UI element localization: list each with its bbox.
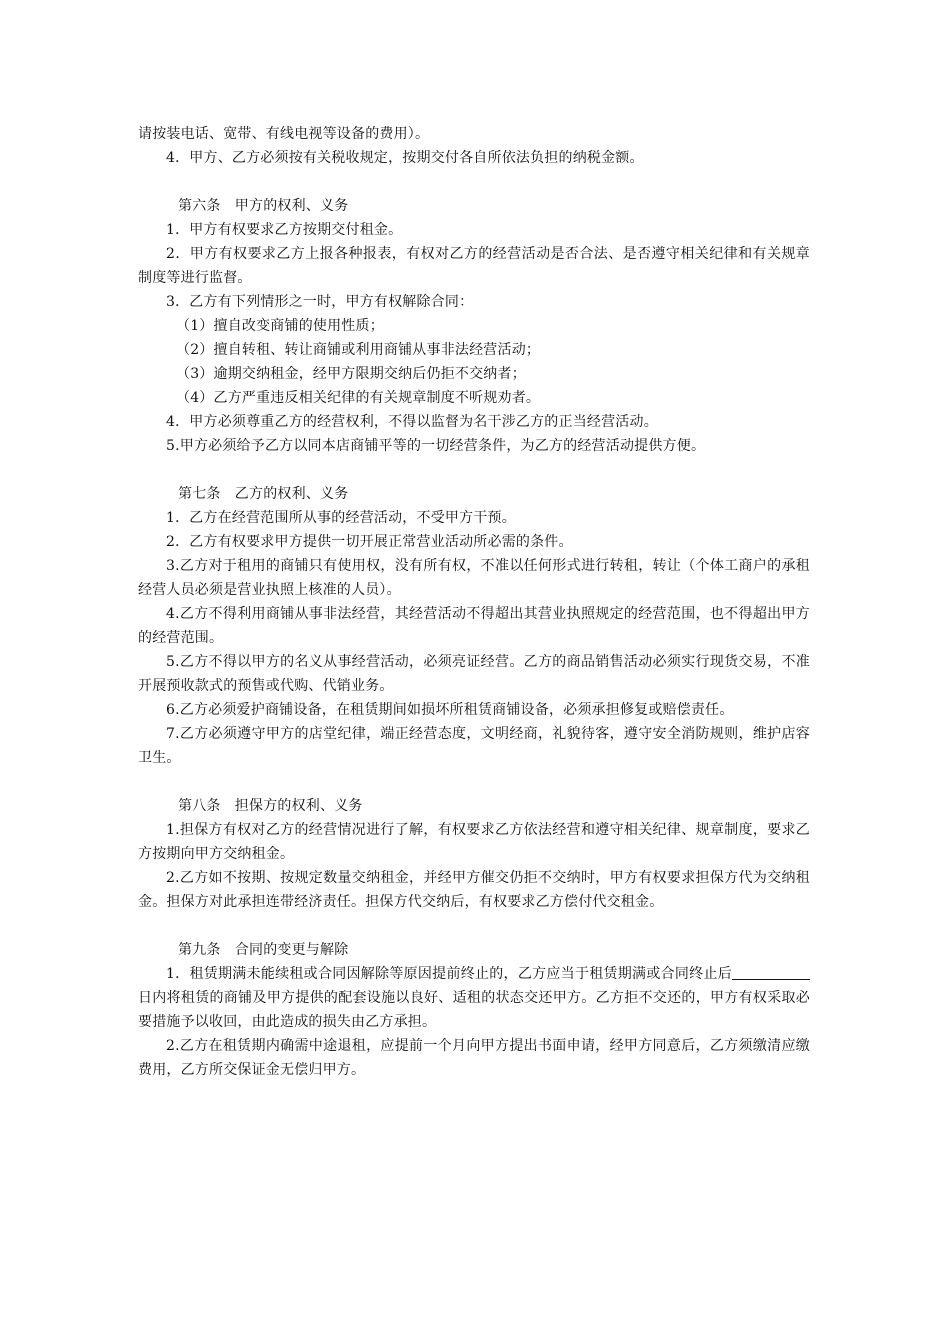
article-6-item-1: 1．甲方有权要求乙方按期交付租金。 (166, 222, 403, 238)
article-8-title: 第八条 担保方的权利、义务 (178, 798, 363, 814)
fill-in-blank-days (732, 965, 810, 980)
article-6-subitem-2: （2）擅自转租、转让商铺或利用商铺从事非法经营活动； (176, 342, 541, 358)
article-8-item-2: 2.乙方如不按期、按规定数量交纳租金，并经甲方催交仍拒不交纳时，甲方有权要求担保方代为交纳租金。担保方对此承担连带经济责任。担保方代交纳后，有权要求乙方偿付代交租金。 (138, 870, 810, 910)
article-8-item-1: 1.担保方有权对乙方的经营情况进行了解，有权要求乙方依法经营和遵守相关纪律、规章制度，要求乙方按期向甲方交纳租金。 (138, 822, 810, 862)
article-6-item-5: 5.甲方必须给予乙方以同本店商铺平等的一切经营条件，为乙方的经营活动提供方便。 (166, 438, 706, 454)
article-6-item-4: 4．甲方必须尊重乙方的经营权利，不得以监督为名干涉乙方的正当经营活动。 (166, 414, 658, 430)
paragraph-tax: 4．甲方、乙方必须按有关税收规定，按期交付各自所依法负担的纳税金额。 (166, 150, 644, 166)
article-7-title: 第七条 乙方的权利、义务 (178, 486, 349, 502)
article-6-subitem-1: （1）擅自改变商铺的使用性质； (176, 318, 384, 334)
article-7-item-1: 1．乙方在经营范围所从事的经营活动，不受甲方干预。 (166, 510, 516, 526)
article-6-item-2: 2．甲方有权要求乙方上报各种报表，有权对乙方的经营活动是否合法、是否遵守相关纪律和有关规章制度等进行监督。 (138, 246, 810, 286)
article-7-item-7: 7.乙方必须遵守甲方的店堂纪律，端正经营态度，文明经商，礼貌待客，遵守安全消防规则，维护店容卫生。 (138, 726, 810, 766)
article-9-title: 第九条 合同的变更与解除 (178, 942, 349, 958)
article-7-item-6: 6.乙方必须爱护商铺设备，在租赁期间如损坏所租赁商铺设备，必须承担修复或赔偿责任。 (166, 702, 734, 718)
contract-page (138, 122, 810, 1082)
article-9-item-2: 2.乙方在租赁期内确需中途退租，应提前一个月向甲方提出书面申请，经甲方同意后，乙方须缴清应缴费用，乙方所交保证金无偿归甲方。 (138, 1038, 810, 1078)
article-6-item-3: 3．乙方有下列情形之一时，甲方有权解除合同： (166, 294, 474, 310)
article-7-item-5: 5.乙方不得以甲方的名义从事经营活动，必须亮证经营。乙方的商品销售活动必须实行现货交易，不准开展预收款式的预售或代购、代销业务。 (138, 654, 810, 694)
article-7-item-4: 4.乙方不得利用商铺从事非法经营，其经营活动不得超出其营业执照规定的经营范围，也不得超出甲方的经营范围。 (138, 606, 810, 646)
article-9-item-1-part-b: 日内将租赁的商铺及甲方提供的配套设施以良好、适租的状态交还甲方。乙方拒不交还的，甲方有权采取必要措施予以收回，由此造成的损失由乙方承担。 (138, 990, 810, 1030)
article-9-item-1-part-a: 1．租赁期满未能续租或合同因解除等原因提前终止的，乙方应当于租赁期满或合同终止后 (166, 966, 732, 982)
article-6-subitem-3: （3）逾期交纳租金，经甲方限期交纳后仍拒不交纳者； (176, 366, 526, 382)
paragraph-continuation: 请按装电话、宽带、有线电视等设备的费用）。 (138, 126, 430, 142)
article-7-item-2: 2．乙方有权要求甲方提供一切开展正常营业活动所必需的条件。 (166, 534, 573, 550)
article-9-item-1 (138, 962, 810, 1034)
article-6-title: 第六条 甲方的权利、义务 (178, 198, 349, 214)
article-7-item-3: 3.乙方对于租用的商铺只有使用权，没有所有权，不准以任何形式进行转租，转让（个体工商户的承租经营人员必须是营业执照上核准的人员）。 (138, 558, 810, 598)
article-6-subitem-4: （4）乙方严重违反相关纪律的有关规章制度不听规劝者。 (176, 390, 541, 406)
